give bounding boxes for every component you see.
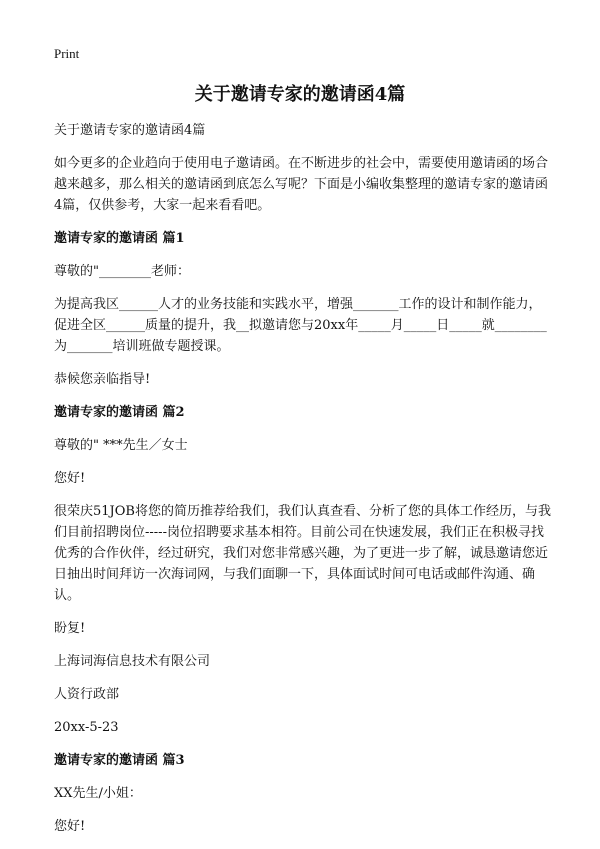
letter-3-heading: 邀请专家的邀请函 篇3 (54, 753, 185, 768)
intro-subtitle: 关于邀请专家的邀请函4篇 (54, 123, 206, 138)
letter-1-heading: 邀请专家的邀请函 篇1 (54, 231, 185, 246)
letter-2-greeting: 您好! (54, 471, 86, 486)
letter-2-heading: 邀请专家的邀请函 篇2 (54, 405, 185, 420)
letter-1-salutation: 尊敬的"________老师： (54, 264, 190, 279)
document-content (54, 120, 554, 849)
letter-3-salutation: XX先生/小姐： (54, 786, 142, 801)
letter-2-date: 20xx-5-23 (54, 720, 119, 735)
letter-2-salutation: 尊敬的" ***先生／女士 (54, 438, 188, 453)
letter-2-department: 人资行政部 (54, 687, 120, 702)
page-title: 关于邀请专家的邀请函4篇 (194, 84, 406, 105)
intro-paragraph: 如今更多的企业趋向于使用电子邀请函。在不断进步的社会中，需要使用邀请函的场合越来越多，那么相关的邀请函到底怎么写呢？下面是小编收集整理的邀请专家的邀请函4篇，仅供参考，大家一起来看看吧。 (54, 156, 549, 213)
letter-1-closing: 恭候您亲临指导! (54, 372, 151, 387)
letter-2-company: 上海词海信息技术有限公司 (54, 654, 211, 669)
print-label[interactable]: Print (54, 46, 80, 61)
letter-2-closing: 盼复! (54, 621, 86, 636)
letter-2-body: 很荣庆51JOB将您的简历推荐给我们，我们认真查看、分析了您的具体工作经历，与我们目前招聘岗位-----岗位招聘要求基本相符。目前公司在快速发展，我们正在积极寻找优秀的合作伙伴，经过研究，我们对您非常感兴趣，为了更进一步了解，诚恳邀请您近日抽出时间拜访一次海词网，与我们面聊一下，具体面试时间可电话或邮件沟通、确认。 (54, 504, 551, 603)
letter-1-body: 为提高我区______人才的业务技能和实践水平，增强_______工作的设计和制作能力，促进全区______质量的提升，我__拟邀请您与20xx年_____月_____日_____就________为_______培训班做专题授课。 (54, 297, 547, 354)
letter-3-greeting: 您好! (54, 819, 86, 834)
